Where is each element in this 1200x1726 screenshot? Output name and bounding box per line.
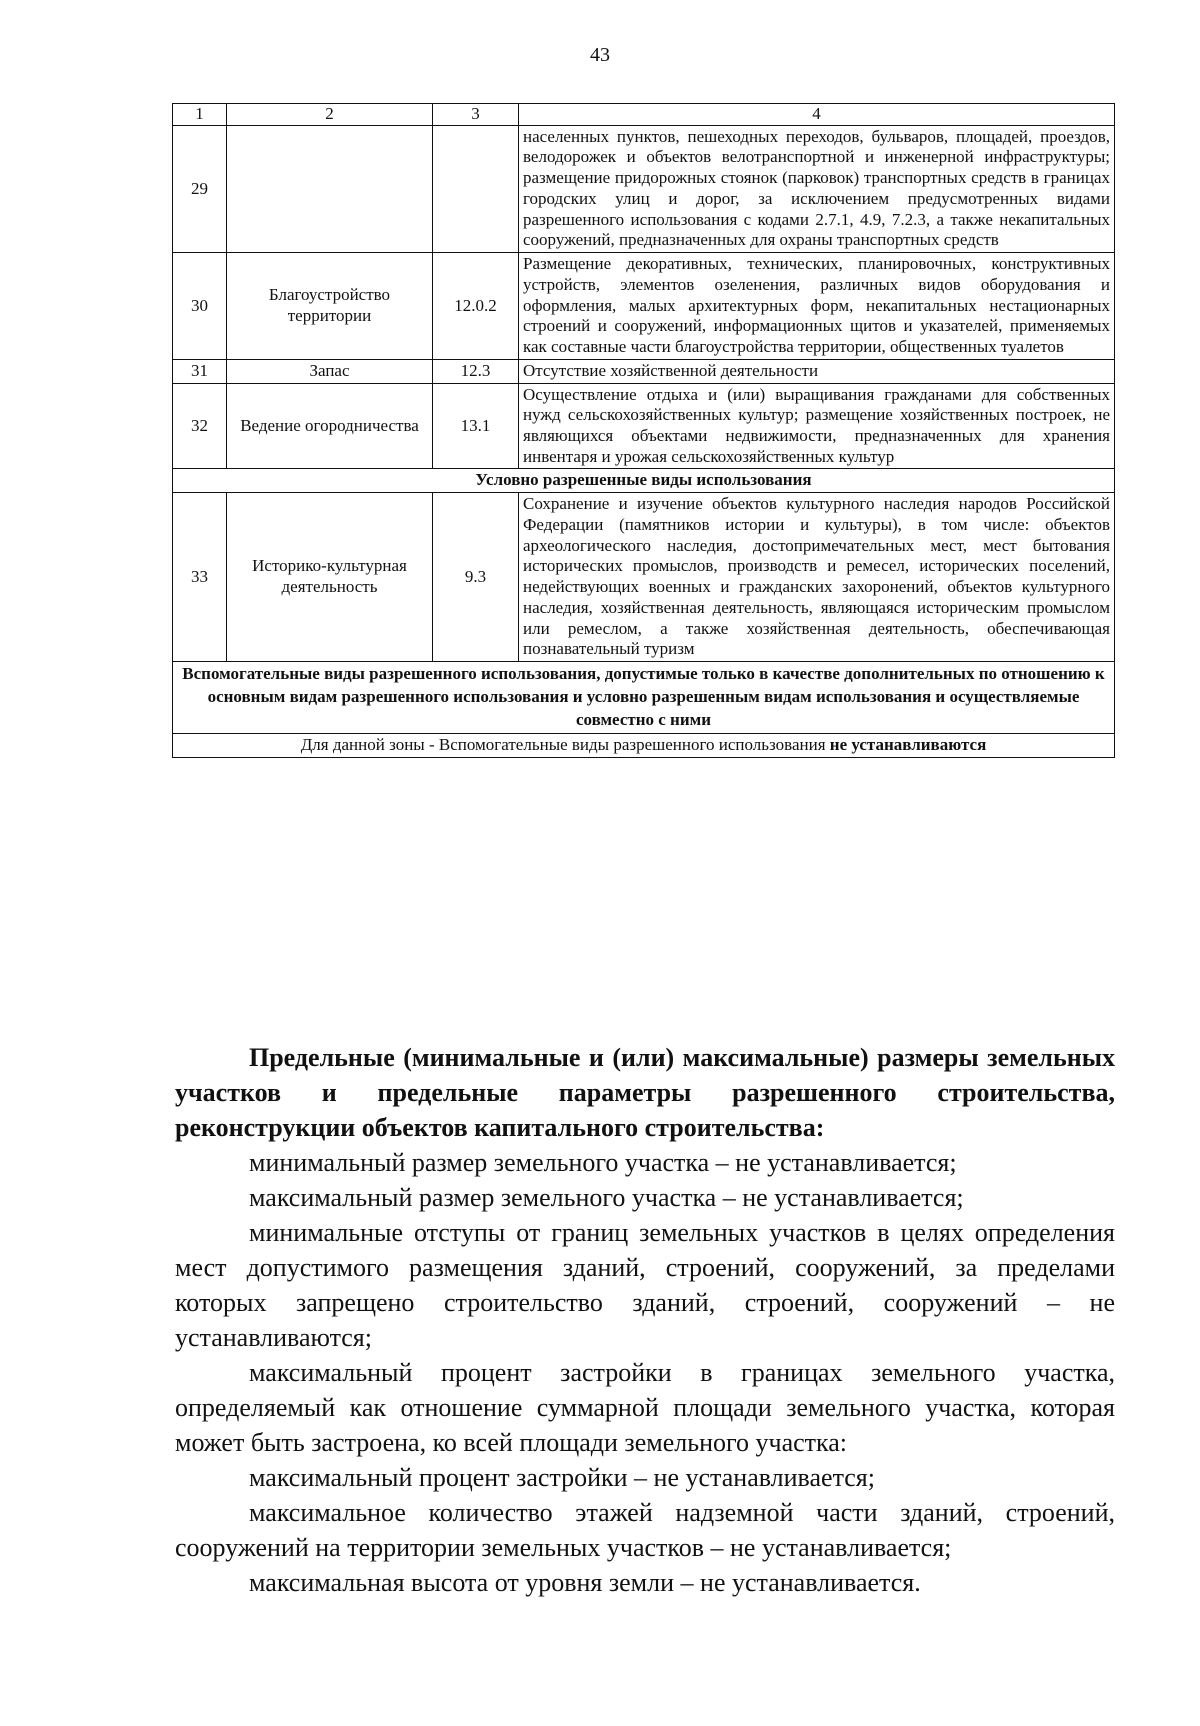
use-type-name <box>227 125 433 252</box>
use-type-name: Историко-культурная деятельность <box>227 493 433 662</box>
use-type-code: 12.3 <box>433 359 519 383</box>
table-row-32 <box>173 383 1115 469</box>
row-number: 29 <box>173 125 227 252</box>
row-number: 30 <box>173 253 227 360</box>
table-row-30 <box>173 253 1115 360</box>
use-type-code: 9.3 <box>433 493 519 662</box>
auxiliary-section-row <box>173 662 1115 734</box>
use-type-code: 13.1 <box>433 383 519 469</box>
table-row-29 <box>173 125 1115 252</box>
use-type-name: Ведение огородничества <box>227 383 433 469</box>
table-row-33 <box>173 493 1115 662</box>
parameter-line: максимальное количество этажей надземной части зданий, строений, сооружений на территории земельных участков – не устанавливается; <box>175 1498 1115 1562</box>
header-col-2: 2 <box>227 104 433 126</box>
limit-parameters-section <box>175 1040 1115 1600</box>
auxiliary-note-row <box>173 733 1115 757</box>
header-col-4: 4 <box>519 104 1115 126</box>
row-number: 32 <box>173 383 227 469</box>
parameter-line: максимальная высота от уровня земли – не устанавливается. <box>249 1568 921 1597</box>
parameter-line: максимальный размер земельного участка – не устанавливается; <box>249 1183 964 1212</box>
table-header-row <box>173 104 1115 126</box>
parameter-line: максимальный процент застройки – не устанавливается; <box>249 1463 875 1492</box>
use-type-code <box>433 125 519 252</box>
use-type-description: Осуществление отдыха и (или) выращивания гражданами для собственных нужд сельскохозяйственных культур; размещение хозяйственных построек, не являющихся объектами недвижимости, предназначенных для хранения инвентаря и урожая сельскохозяйственных культур <box>519 383 1115 469</box>
auxiliary-note-text: Для данной зоны - Вспомогательные виды разрешенного использования <box>300 734 826 754</box>
parameter-line: максимальный процент застройки в границах земельного участка, определяемый как отношение суммарной площади земельного участка, которая может быть застроена, ко всей площади земельного участка: <box>175 1358 1115 1457</box>
row-number: 33 <box>173 493 227 662</box>
limit-parameters-heading: Предельные (минимальные и (или) максимальные) размеры земельных участков и предельные параметры разрешенного строительства, реконструкции объектов капитального строительства: <box>175 1043 1115 1142</box>
table-row-31 <box>173 359 1115 383</box>
use-type-code: 12.0.2 <box>433 253 519 360</box>
header-col-1: 1 <box>173 104 227 126</box>
page-number: 43 <box>590 44 610 66</box>
land-use-table <box>172 103 1115 758</box>
use-type-description: населенных пунктов, пешеходных переходов, бульваров, площадей, проездов, велодорожек и объектов велотранспортной и инженерной инфраструктуры; размещение придорожных стоянок (парковок) транспортных средств в границах городских улиц и дорог, за исключением предусмотренных видами разрешенного использования с кодами 2.7.1, 4.9, 7.2.3, а также некапитальных сооружений, предназначенных для охраны транспортных средств <box>519 125 1115 252</box>
use-type-name: Запас <box>227 359 433 383</box>
header-col-3: 3 <box>433 104 519 126</box>
conditional-section-title: Условно разрешенные виды использования <box>173 469 1115 493</box>
use-type-description: Размещение декоративных, технических, планировочных, конструктивных устройств, элементов озеленения, различных видов оборудования и оформления, малых архитектурных форм, некапитальных нестационарных строений и сооружений, информационных щитов и указателей, применяемых как составные части благоустройства территории, общественных туалетов <box>519 253 1115 360</box>
auxiliary-section-title: Вспомогательные виды разрешенного использования, допустимые только в качестве дополнительных по отношению к основным видам разрешенного использования и условно разрешенным видам использования и осуществляемые совместно с ними <box>173 662 1115 734</box>
parameter-line: минимальные отступы от границ земельных участков в целях определения мест допустимого размещения зданий, строений, сооружений, за пределами которых запрещено строительство зданий, строений, сооружений – не устанавливаются; <box>175 1218 1115 1352</box>
conditional-section-row <box>173 469 1115 493</box>
use-type-description: Сохранение и изучение объектов культурного наследия народов Российской Федерации (памятников истории и культуры), в том числе: объектов археологического наследия, достопримечательных мест, мест бытования исторических промыслов, производств и ремесел, исторических поселений, недействующих военных и гражданских захоронений, объектов культурного наследия, хозяйственная деятельность, являющаяся историческим промыслом или ремеслом, а также хозяйственная деятельность, обеспечивающая познавательный туризм <box>519 493 1115 662</box>
use-type-name: Благоустройство территории <box>227 253 433 360</box>
auxiliary-note-emphasis: не устанавливаются <box>829 734 987 754</box>
auxiliary-note <box>173 733 1115 757</box>
use-type-description: Отсутствие хозяйственной деятельности <box>519 359 1115 383</box>
row-number: 31 <box>173 359 227 383</box>
parameter-line: минимальный размер земельного участка – не устанавливается; <box>249 1148 957 1177</box>
